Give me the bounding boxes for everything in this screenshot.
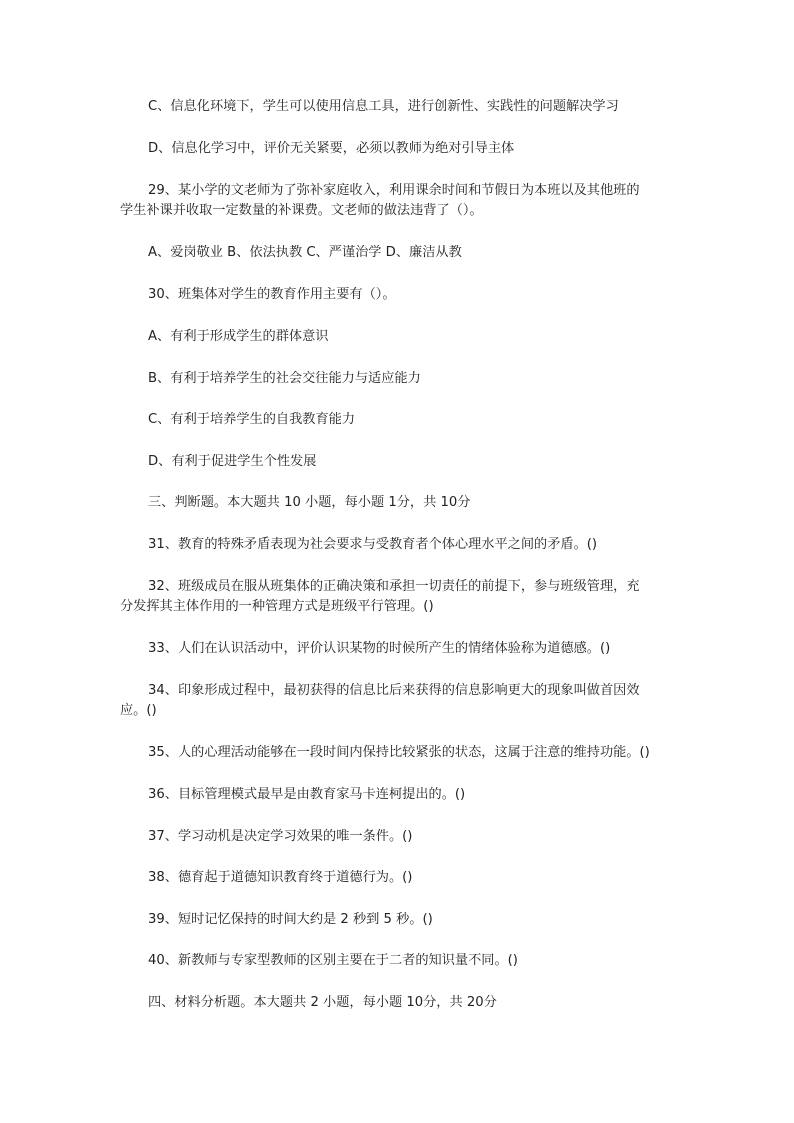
question-35: 35、人的心理活动能够在一段时间内保持比较紧张的状态，这属于注意的维持功能。() — [148, 745, 650, 760]
question-29-line-2: 学生补课并收取一定数量的补课费。文老师的做法违背了（）。 — [120, 203, 483, 218]
question-30: 30、班集体对学生的教育作用主要有（）。 — [148, 287, 396, 302]
question-28-option-c: C、信息化环境下，学生可以使用信息工具，进行创新性、实践性的问题解决学习 — [148, 99, 619, 114]
question-39: 39、短时记忆保持的时间大约是 2 秒到 5 秒。() — [148, 912, 433, 927]
question-29 — [120, 181, 676, 221]
question-30-option-c: C、有利于培养学生的自我教育能力 — [148, 412, 356, 427]
question-36: 36、目标管理模式最早是由教育家马卡连柯提出的。() — [148, 787, 466, 802]
question-38: 38、德育起于道德知识教育终于道德行为。() — [148, 870, 413, 885]
question-30-option-b: B、有利于培养学生的社会交往能力与适应能力 — [148, 371, 421, 386]
question-40: 40、新教师与专家型教师的区别主要在于二者的知识量不同。() — [148, 953, 518, 968]
question-33: 33、人们在认识活动中，评价认识某物的时候所产生的情绪体验称为道德感。() — [148, 641, 611, 656]
question-32-line-1: 32、班级成员在服从班集体的正确决策和承担一切责任的前提下，参与班级管理，充 — [148, 579, 640, 594]
question-34-line-1: 34、印象形成过程中，最初获得的信息比后来获得的信息影响更大的现象叫做首因效 — [148, 683, 640, 698]
question-29-options: A、爱岗敬业 B、依法执教 C、严谨治学 D、廉洁从教 — [148, 245, 462, 260]
question-30-option-a: A、有利于形成学生的群体意识 — [148, 329, 329, 344]
question-29-line-1: 29、某小学的文老师为了弥补家庭收入，利用课余时间和节假日为本班以及其他班的 — [148, 183, 640, 198]
question-34 — [120, 681, 676, 721]
section-4-heading: 四、材料分析题。本大题共 2 小题，每小题 10分，共 20分 — [148, 995, 497, 1010]
question-30-option-d: D、有利于促进学生个性发展 — [148, 454, 317, 469]
question-28-option-d: D、信息化学习中，评价无关紧要，必须以教师为绝对引导主体 — [148, 141, 515, 156]
question-34-line-2: 应。() — [120, 703, 157, 718]
section-3-heading: 三、判断题。本大题共 10 小题，每小题 1分，共 10分 — [148, 495, 471, 510]
question-31: 31、教育的特殊矛盾表现为社会要求与受教育者个体心理水平之间的矛盾。() — [148, 537, 598, 552]
question-37: 37、学习动机是决定学习效果的唯一条件。() — [148, 829, 413, 844]
question-32 — [120, 577, 676, 617]
question-32-line-2: 分发挥其主体作用的一种管理方式是班级平行管理。() — [120, 599, 434, 614]
